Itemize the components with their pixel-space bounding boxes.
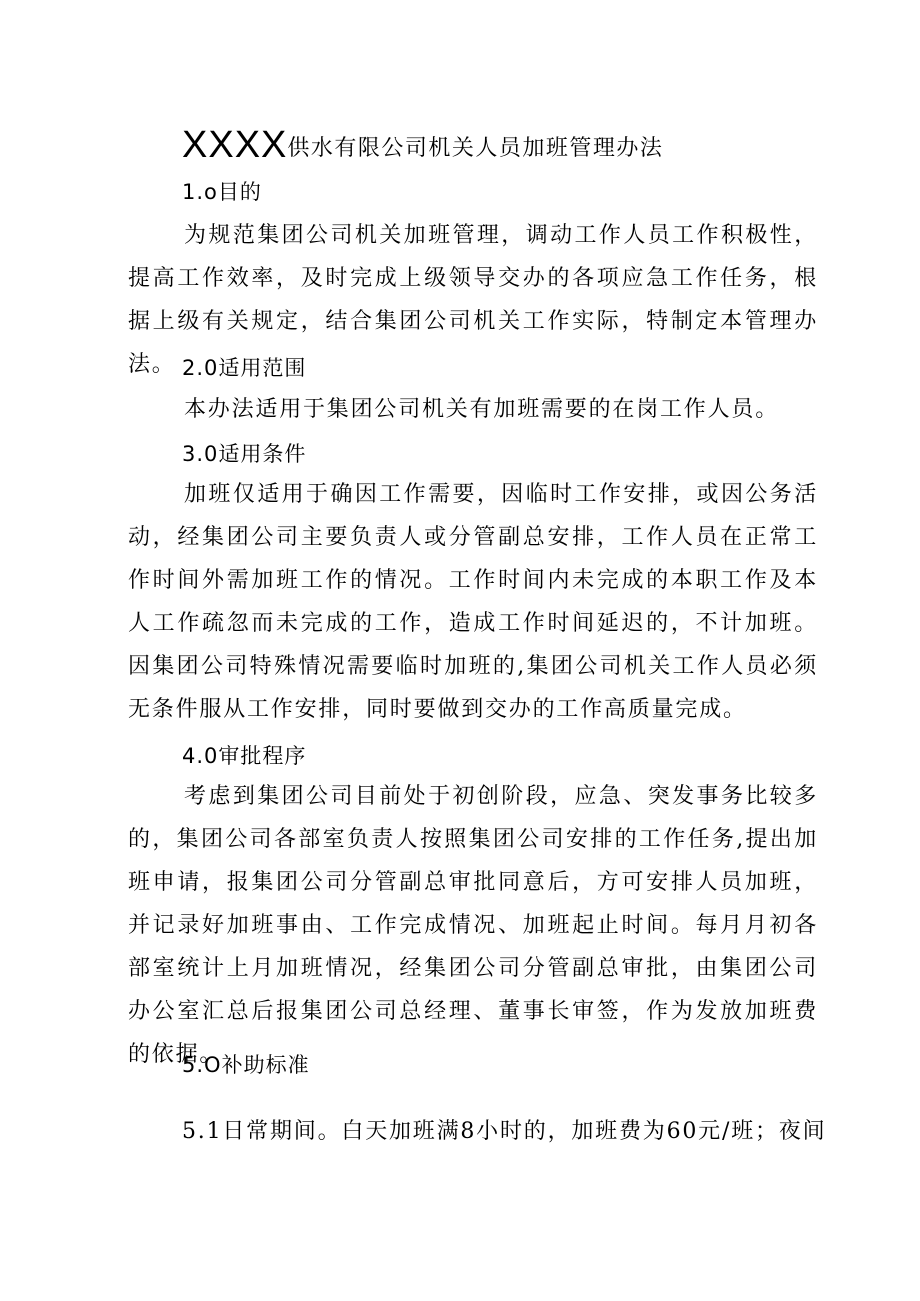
title-text: 供水有限公司机关人员加班管理办法 (287, 136, 664, 161)
section-body-scope: 本办法适用于集团公司机关有加班需要的在岗工作人员。 (184, 397, 780, 422)
section-heading-approval: 4.0审批程序 (182, 744, 307, 768)
section-heading-scope: 2.0适用范围 (182, 356, 307, 380)
section-heading-conditions: 3.0适用条件 (182, 442, 307, 466)
section-body-conditions: 加班仅适用于确因工作需要，因临时工作安排，或因公务活动，经集团公司主要负责人或分管副总安排，工作人员在正常工作时间外需加班工作的情况。工作时间内未完成的本职工作及本人工作疏忽而未完成的工作，造成工作时间延迟的，不计加班。因集团公司特殊情况需要临时加班的,集团公司机关工作人员必须无条件服从工作安排，同时要做到交办的工作高质量完成。 (128, 482, 818, 722)
document-title (182, 124, 663, 167)
section-heading-subsidy: 5.O补助标准 (182, 1053, 310, 1077)
section-body-purpose: 为规范集团公司机关加班管理，调动工作人员工作积极性，提高工作效率，及时完成上级领导交办的各项应急工作任务，根据上级有关规定，结合集团公司机关工作实际，特制定本管理办法。 (128, 223, 818, 377)
section-body-approval: 考虑到集团公司目前处于初创阶段，应急、突发事务比较多的，集团公司各部室负责人按照集团公司安排的工作任务,提出加班申请，报集团公司分管副总审批同意后，方可安排人员加班，并记录好加班事由、工作完成情况、加班起止时间。每月月初各部室统计上月加班情况，经集团公司分管副总审批，由集团公司办公室汇总后报集团公司总经理、董事长审签，作为发放加班费的依据。 (128, 784, 818, 1067)
title-prefix: XXXX (182, 124, 288, 166)
section-heading-purpose: 1.o目的 (182, 180, 262, 204)
section-body-subsidy: 5.1日常期间。白天加班满8小时的，加班费为60元/班；夜间 (182, 1119, 827, 1144)
